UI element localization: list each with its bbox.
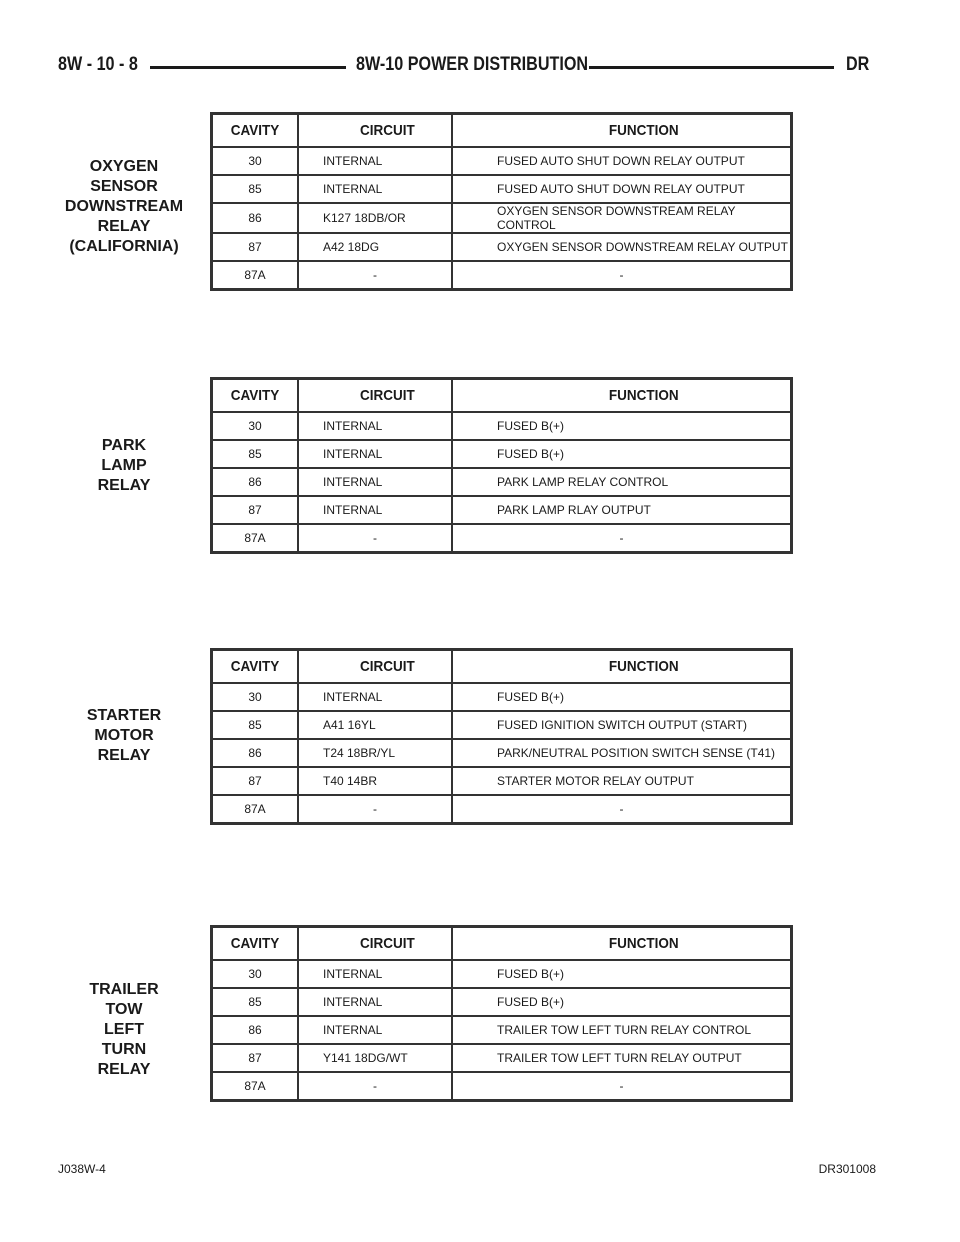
table-row — [212, 1016, 792, 1044]
table-row — [212, 440, 792, 468]
function-cell: - — [452, 795, 792, 824]
cavity-cell: 87 — [212, 233, 299, 261]
column-header-circuit: CIRCUIT — [359, 387, 415, 404]
function-cell: OXYGEN SENSOR DOWNSTREAM RELAY CONTROL — [452, 203, 792, 233]
table-row — [212, 261, 792, 290]
circuit-cell: INTERNAL — [298, 960, 452, 988]
relay-label: TRAILER TOW LEFT TURN RELAY — [89, 981, 159, 1078]
table-row — [212, 739, 792, 767]
circuit-cell: INTERNAL — [298, 440, 452, 468]
cavity-cell: 85 — [212, 175, 299, 203]
table-row — [212, 960, 792, 988]
relay-table — [210, 925, 793, 1102]
function-cell: FUSED IGNITION SWITCH OUTPUT (START) — [452, 711, 792, 739]
column-header-circuit: CIRCUIT — [359, 122, 415, 139]
function-cell: - — [452, 261, 792, 290]
table-row — [212, 711, 792, 739]
cavity-cell: 86 — [212, 739, 299, 767]
circuit-cell: - — [298, 1072, 452, 1101]
cavity-cell: 86 — [212, 203, 299, 233]
circuit-cell: INTERNAL — [298, 412, 452, 440]
circuit-cell: INTERNAL — [298, 988, 452, 1016]
function-cell: - — [452, 1072, 792, 1101]
cavity-cell: 86 — [212, 468, 299, 496]
section-title: 8W-10 POWER DISTRIBUTION — [356, 54, 589, 75]
function-cell: FUSED B(+) — [452, 683, 792, 711]
table-row — [212, 767, 792, 795]
circuit-cell: T24 18BR/YL — [298, 739, 452, 767]
figure-code-left: J038W-4 — [58, 1162, 106, 1176]
cavity-cell: 86 — [212, 1016, 299, 1044]
circuit-cell: INTERNAL — [298, 1016, 452, 1044]
relay-table — [210, 377, 793, 554]
circuit-cell: T40 14BR — [298, 767, 452, 795]
table-row — [212, 1044, 792, 1072]
column-header-function: FUNCTION — [608, 658, 679, 675]
circuit-cell: - — [298, 524, 452, 553]
table-row — [212, 496, 792, 524]
circuit-cell: INTERNAL — [298, 496, 452, 524]
circuit-cell: K127 18DB/OR — [298, 203, 452, 233]
function-cell: FUSED B(+) — [452, 412, 792, 440]
table-row — [212, 1072, 792, 1101]
circuit-cell: - — [298, 261, 452, 290]
circuit-cell: INTERNAL — [298, 468, 452, 496]
function-cell: FUSED B(+) — [452, 988, 792, 1016]
circuit-cell: - — [298, 795, 452, 824]
function-cell: TRAILER TOW LEFT TURN RELAY CONTROL — [452, 1016, 792, 1044]
function-cell: FUSED B(+) — [452, 440, 792, 468]
table-row — [212, 203, 792, 233]
table-row — [212, 147, 792, 175]
column-header-circuit: CIRCUIT — [359, 658, 415, 675]
relay-label: STARTER MOTOR RELAY — [86, 707, 162, 764]
cavity-cell: 30 — [212, 412, 299, 440]
function-cell: FUSED AUTO SHUT DOWN RELAY OUTPUT — [452, 147, 792, 175]
cavity-cell: 30 — [212, 960, 299, 988]
circuit-cell: INTERNAL — [298, 147, 452, 175]
cavity-cell: 30 — [212, 147, 299, 175]
table-row — [212, 233, 792, 261]
header-rule-left — [150, 66, 346, 69]
column-header-function: FUNCTION — [608, 935, 679, 952]
cavity-cell: 85 — [212, 711, 299, 739]
column-header-cavity: CAVITY — [230, 935, 280, 952]
table-header-row — [212, 650, 792, 684]
circuit-cell: INTERNAL — [298, 683, 452, 711]
function-cell: PARK LAMP RLAY OUTPUT — [452, 496, 792, 524]
page-reference: 8W - 10 - 8 — [58, 54, 138, 75]
cavity-cell: 87A — [212, 524, 299, 553]
table-row — [212, 524, 792, 553]
table-header-row — [212, 379, 792, 413]
table-row — [212, 412, 792, 440]
function-cell: - — [452, 524, 792, 553]
table-row — [212, 683, 792, 711]
relay-label: PARK LAMP RELAY — [97, 437, 151, 494]
header-rule-right — [589, 66, 834, 69]
table-header-row — [212, 927, 792, 961]
cavity-cell: 30 — [212, 683, 299, 711]
table-row — [212, 175, 792, 203]
cavity-cell: 87A — [212, 795, 299, 824]
column-header-cavity: CAVITY — [230, 122, 280, 139]
cavity-cell: 85 — [212, 988, 299, 1016]
relay-table — [210, 648, 793, 825]
column-header-cavity: CAVITY — [230, 658, 280, 675]
function-cell: OXYGEN SENSOR DOWNSTREAM RELAY OUTPUT — [452, 233, 792, 261]
circuit-cell: Y141 18DG/WT — [298, 1044, 452, 1072]
figure-code-right: DR301008 — [818, 1162, 876, 1176]
cavity-cell: 85 — [212, 440, 299, 468]
function-cell: STARTER MOTOR RELAY OUTPUT — [452, 767, 792, 795]
table-header-row — [212, 114, 792, 148]
function-cell: FUSED B(+) — [452, 960, 792, 988]
page-header — [0, 54, 960, 80]
relay-table — [210, 112, 793, 291]
table-row — [212, 795, 792, 824]
circuit-cell: A41 16YL — [298, 711, 452, 739]
function-cell: PARK LAMP RELAY CONTROL — [452, 468, 792, 496]
table-row — [212, 468, 792, 496]
column-header-function: FUNCTION — [608, 122, 679, 139]
circuit-cell: A42 18DG — [298, 233, 452, 261]
function-cell: PARK/NEUTRAL POSITION SWITCH SENSE (T41) — [452, 739, 792, 767]
cavity-cell: 87A — [212, 261, 299, 290]
model-code: DR — [846, 54, 870, 75]
relay-label: OXYGEN SENSOR DOWNSTREAM RELAY (CALIFORNIA) — [64, 158, 184, 255]
cavity-cell: 87 — [212, 496, 299, 524]
function-cell: TRAILER TOW LEFT TURN RELAY OUTPUT — [452, 1044, 792, 1072]
cavity-cell: 87 — [212, 1044, 299, 1072]
column-header-circuit: CIRCUIT — [359, 935, 415, 952]
cavity-cell: 87A — [212, 1072, 299, 1101]
cavity-cell: 87 — [212, 767, 299, 795]
column-header-function: FUNCTION — [608, 387, 679, 404]
function-cell: FUSED AUTO SHUT DOWN RELAY OUTPUT — [452, 175, 792, 203]
column-header-cavity: CAVITY — [230, 387, 280, 404]
circuit-cell: INTERNAL — [298, 175, 452, 203]
table-row — [212, 988, 792, 1016]
